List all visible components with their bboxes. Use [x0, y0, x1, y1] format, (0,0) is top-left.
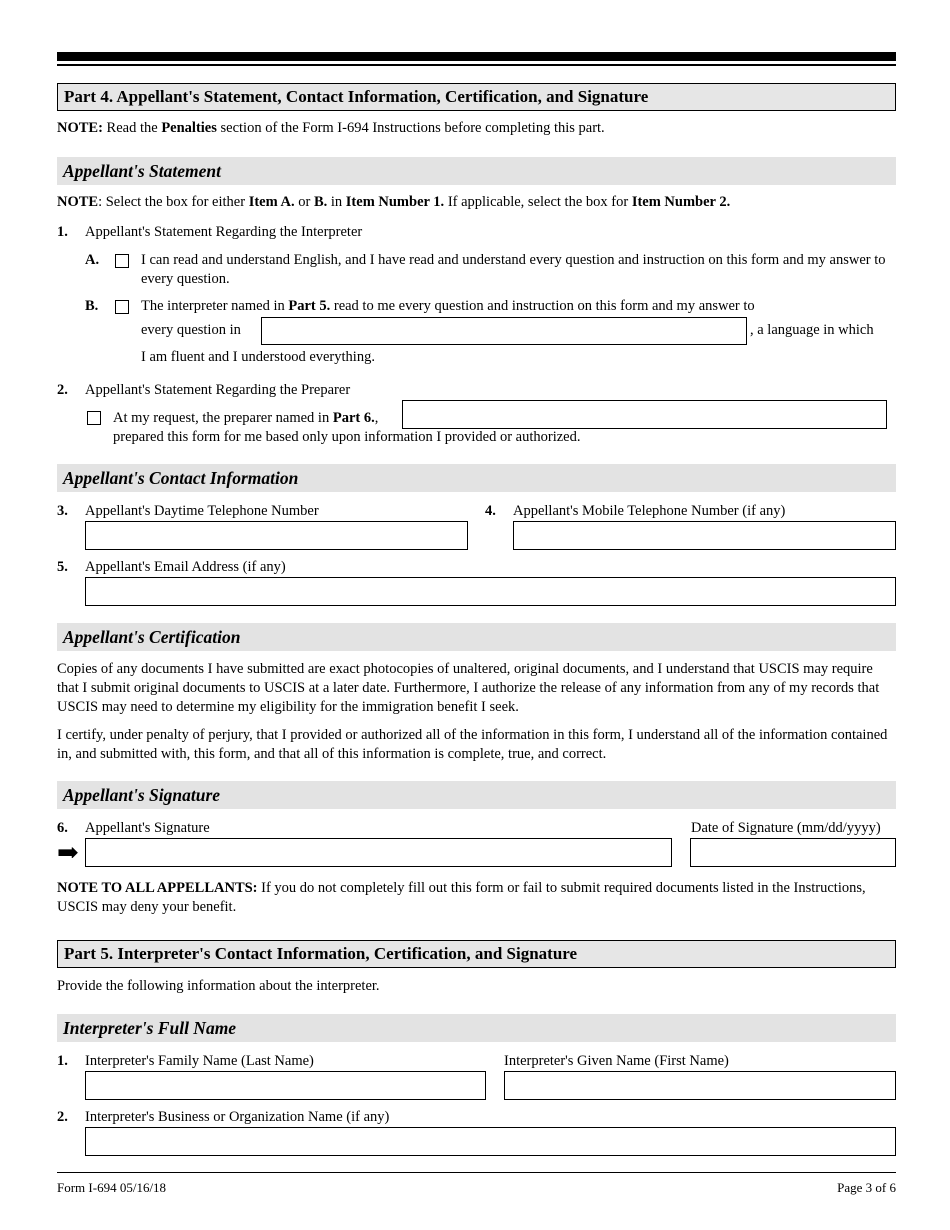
option-letter-a: A. — [85, 252, 100, 268]
section-signature: Appellant's Signature — [57, 781, 896, 809]
header-rule-thick — [57, 52, 896, 61]
language-input[interactable] — [261, 317, 747, 345]
option-b-language-text: , a language in which — [750, 322, 874, 338]
note-to-all-appellants: NOTE TO ALL APPELLANTS: If you do not completely fill out this form or fail to submit required documents listed in the Instructions, USCIS may deny your benefit. — [57, 880, 866, 915]
mobile-phone-input[interactable] — [513, 521, 896, 550]
signature-date-input[interactable] — [690, 838, 896, 867]
item-label: Appellant's Mobile Telephone Number (if any) — [513, 503, 786, 519]
item-number: 4. — [485, 503, 496, 519]
item-label: Appellant's Signature — [85, 820, 210, 836]
item-label: Interpreter's Family Name (Last Name) — [85, 1053, 314, 1069]
part4-note: NOTE: Read the Penalties section of the Form I-694 Instructions before completing this part. — [57, 120, 605, 136]
section-appellant-statement: Appellant's Statement — [57, 157, 896, 185]
header-rule-thin — [57, 64, 896, 66]
part5-title: Part 5. Interpreter's Contact Information, Certification, and Signature — [57, 940, 896, 968]
preparer-text: At my request, the preparer named in Part 6., — [113, 410, 379, 426]
option-b-text: The interpreter named in Part 5. read to me every question and instruction on this form and my answer to — [141, 298, 755, 314]
checkbox-reads-english[interactable] — [115, 254, 129, 268]
item-label: Interpreter's Given Name (First Name) — [504, 1053, 729, 1069]
footer-page-number: Page 3 of 6 — [837, 1180, 896, 1195]
option-b-every-question: every question in — [141, 322, 241, 338]
item-number: 1. — [57, 1053, 68, 1069]
date-of-signature-label: Date of Signature (mm/dd/yyyy) — [691, 820, 881, 836]
footer-rule — [57, 1172, 896, 1173]
item-number: 2. — [57, 382, 68, 398]
certification-paragraph-1: Copies of any documents I have submitted are exact photocopies of unaltered, original documents, and I understand that USCIS may require that I submit original documents to USCIS at a later date. Furthermore, I authorize the release of any information from any of my records that USCIS may need to determine my eligibility for the immigration benefit I seek. — [57, 661, 880, 715]
item-label: Appellant's Statement Regarding the Interpreter — [85, 224, 363, 240]
option-a-text: I can read and understand English, and I have read and understand every question and instruction on this form and my answer to every question. — [141, 252, 886, 287]
item-label: Interpreter's Business or Organization Name (if any) — [85, 1109, 390, 1125]
part4-title: Part 4. Appellant's Statement, Contact Information, Certification, and Signature — [57, 83, 896, 111]
item-number: 2. — [57, 1109, 68, 1125]
footer-form-id: Form I-694 05/16/18 — [57, 1180, 167, 1195]
daytime-phone-input[interactable] — [85, 521, 468, 550]
interpreter-business-input[interactable] — [85, 1127, 896, 1156]
preparer-name-input[interactable] — [402, 400, 887, 429]
preparer-text-line2: prepared this form for me based only upon information I provided or authorized. — [113, 429, 581, 445]
arrow-right-icon: ➡ — [57, 838, 79, 867]
option-b-fluent-text: I am fluent and I understood everything. — [141, 349, 375, 365]
item-label: Appellant's Statement Regarding the Preparer — [85, 382, 351, 398]
section-contact-info: Appellant's Contact Information — [57, 464, 896, 492]
item-number: 6. — [57, 820, 68, 836]
part5-intro: Provide the following information about the interpreter. — [57, 978, 380, 994]
item-number: 5. — [57, 559, 68, 575]
item-label: Appellant's Daytime Telephone Number — [85, 503, 319, 519]
certification-paragraph-2: I certify, under penalty of perjury, that I provided or authorized all of the information in this form, I understand all of the information contained in, and submitted with, this form, and that all of this information is complete, true, and correct. — [57, 727, 888, 762]
item-number: 1. — [57, 224, 68, 240]
section-interpreter-name: Interpreter's Full Name — [57, 1014, 896, 1042]
section-certification: Appellant's Certification — [57, 623, 896, 651]
checkbox-interpreter-read[interactable] — [115, 300, 129, 314]
checkbox-preparer[interactable] — [87, 411, 101, 425]
interpreter-given-name-input[interactable] — [504, 1071, 896, 1100]
statement-note: NOTE: Select the box for either Item A. or B. in Item Number 1. If applicable, select the box for Item Number 2. — [57, 194, 731, 210]
item-number: 3. — [57, 503, 68, 519]
option-letter-b: B. — [85, 298, 99, 314]
interpreter-family-name-input[interactable] — [85, 1071, 486, 1100]
signature-input[interactable] — [85, 838, 672, 867]
email-input[interactable] — [85, 577, 896, 606]
item-label: Appellant's Email Address (if any) — [85, 559, 286, 575]
